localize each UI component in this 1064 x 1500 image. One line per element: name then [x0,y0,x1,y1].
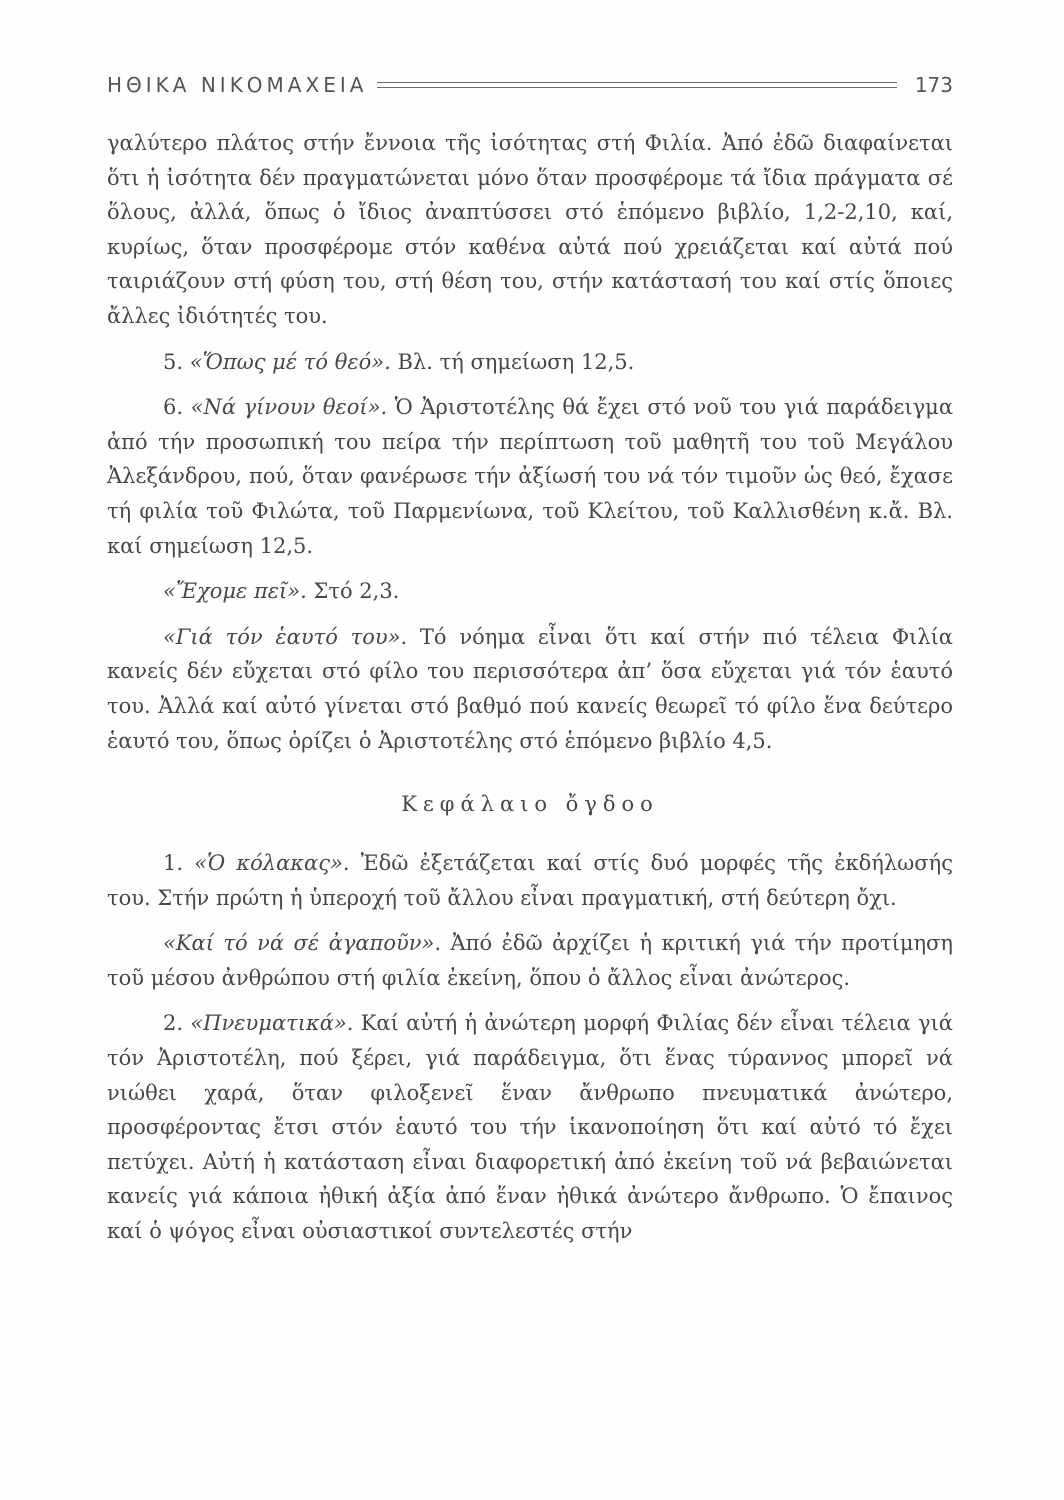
ch8-note-1-continuation [107,926,953,995]
note-lemma: «Ὅπως μέ τό θεό». [189,349,391,374]
chapter-heading: Κεφάλαιο ὄγδοο [401,792,659,817]
note-number: 2. [163,1011,184,1036]
note-lemma: «Γιά τόν ἑαυτό του». [163,624,408,649]
note-number: 1. [163,851,184,876]
note-6-continuation [107,574,953,609]
note-text: Στό 2,3. [313,579,400,604]
page-number: 173 [914,73,953,97]
note-text: Βλ. τή σημείωση 12,5. [397,349,635,374]
running-title: ΗΘΙΚΑ ΝΙΚΟΜΑΧΕΙΑ [107,73,368,97]
note-text: Καί αὐτή ἡ ἀνώτερη μορφή Φιλίας δέν εἶναι τέλεια γιά τόν Ἀριστοτέλη, πού ξέρει, γιά παράδειγμα, ὅτι ἕνας τύραννος μπορεῖ νά νιώθει χαρά, ὅταν φιλοξενεῖ ἕναν ἄνθρωπο πνευματικά ἀνώτερο, προσφέροντας ἔτσι στόν ἑαυτό του τήν ἱκανοποίηση ὅτι καί αὐτό τό ἔχει πετύχει. Αὐτή ἡ κατάσταση εἶναι διαφορετική ἀπό ἐκείνη τοῦ νά βεβαιώνεται κανείς γιά κάποια ἠθική ἀξία ἀπό ἕναν ἠθικά ἀνώτερο ἄνθρωπο. Ὁ ἔπαινος καί ὁ ψόγος εἶναι οὐσιαστικοί συντελεστές στήν [107,1011,953,1244]
note-text: Ἐδῶ ἐξετάζεται καί στίς δυό μορφές τῆς ἐκδήλωσής του. Στήν πρώτη ἡ ὑπεροχή τοῦ ἄλλου εἶναι πραγματική, στή δεύτερη ὄχι. [107,851,953,910]
running-header [107,70,953,100]
note-6-continuation-2 [107,620,953,758]
ch8-note-2 [107,1006,953,1248]
note-lemma: «Πνευματικά». [190,1011,354,1036]
note-lemma: «Ὁ κόλακας». [194,851,350,876]
note-lemma: «Νά γίνουν θεοί». [190,395,388,420]
note-6 [107,390,953,563]
note-lemma: «Καί τό νά σέ ἀγαποῦν». [163,931,442,956]
note-text: Ἀπό ἐδῶ ἀρχίζει ἡ κριτική γιά τήν προτίμηση τοῦ μέσου ἀνθρώπου στή φιλία ἐκείνη, ὅπου ὁ ἄλλος εἶναι ἀνώτερος. [107,931,953,990]
note-5 [107,345,953,380]
note-lemma: «Ἔχομε πεῖ». [163,579,307,604]
note-number: 6. [163,395,184,420]
note-number: 5. [163,349,184,374]
page-body [107,126,953,1260]
ch8-note-1 [107,846,953,915]
header-double-rule [377,82,896,88]
note-text: Τό νόημα εἶναι ὅτι καί στήν πιό τέλεια Φιλία κανείς δέν εὔχεται στό φίλο του περισσότερα ἀπ’ ὅσα εὔχεται γιά τόν ἑαυτό του. Ἀλλά καί αὐτό γίνεται στό βαθμό πού κανείς θεωρεῖ τό φίλο ἕνα δεύτερο ἑαυτό του, ὅπως ὁρίζει ὁ Ἀριστοτέλης στό ἑπόμενο βιβλίο 4,5. [107,624,953,753]
note-text: Ὁ Ἀριστοτέλης θά ἔχει στό νοῦ του γιά παράδειγμα ἀπό τήν προσωπική του πείρα τήν περίπτωση τοῦ μαθητῆ του τοῦ Μεγάλου Ἀλεξάνδρου, πού, ὅταν φανέρωσε τήν ἀξίωσή του νά τόν τιμοῦν ὡς θεό, ἔχασε τή φιλία τοῦ Φιλώτα, τοῦ Παρμενίωνα, τοῦ Κλείτου, τοῦ Καλλισθένη κ.ἄ. Βλ. καί σημείωση 12,5. [107,395,953,558]
continued-paragraph: γαλύτερο πλάτος στήν ἔννοια τῆς ἰσότητας στή Φιλία. Ἀπό ἐδῶ διαφαίνεται ὅτι ἡ ἰσότητα δέν πραγματώνεται μόνο ὅταν προσφέρομε τά ἴδια πράγματα σέ ὅλους, ἀλλά, ὅπως ὁ ἴδιος ἀναπτύσσει στό ἑπόμενο βιβλίο, 1,2-2,10, καί, κυρίως, ὅταν προσφέρομε στόν καθένα αὐτά πού χρειάζεται καί αὐτά πού ταιριάζουν στή φύση του, στή θέση του, στήν κατάστασή του καί στίς ὅποιες ἄλλες ἰδιότητές του. [107,131,953,328]
